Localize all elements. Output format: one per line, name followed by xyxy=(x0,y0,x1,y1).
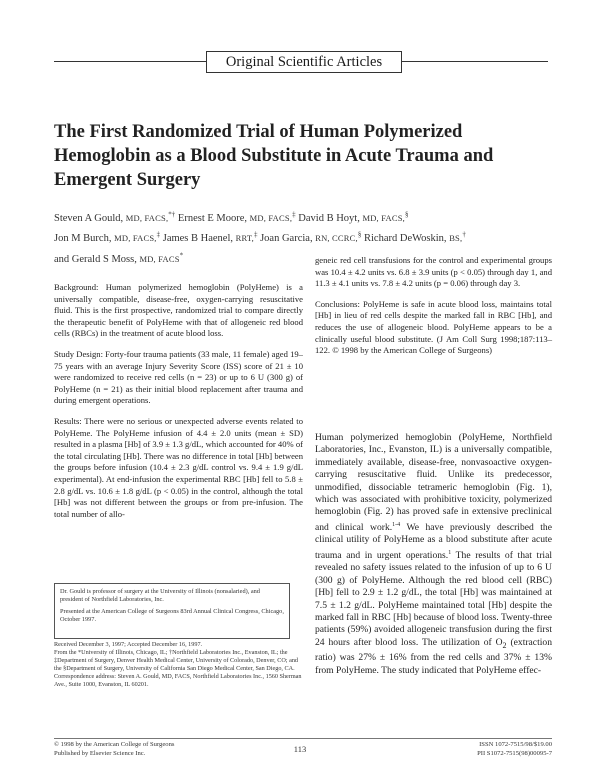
section-header xyxy=(0,51,600,73)
author-item: James B Haenel, RRT,‡ xyxy=(162,230,258,244)
abstract-study-design: Study Design: Forty-four trauma patients (33 male, 11 female) aged 19–75 years with an average Injury Severity Score (ISS) score of 21 ± 10 were randomized to receive red cells (n = 23) or up to 6 U (300 g) of PolyHeme (n = 21) as their initial blood replacement after trauma and during emergent operations. xyxy=(54,348,303,406)
author-item: David B Hoyt, MD, FACS,§ xyxy=(298,210,409,224)
footer-left xyxy=(54,741,174,758)
author-item: Richard DeWoskin, BS,† xyxy=(364,230,466,244)
article-title: The First Randomized Trial of Human Polymerized Hemoglobin as a Blood Substitute in Acute Trauma and Emergent Surgery xyxy=(54,122,494,190)
correspondence-address: Correspondence address: Steven A. Gould, MD, FACS, Northfield Laboratories Inc., 1560 Sherman Ave., Suite 1000, Evanston, IL 60201. xyxy=(54,673,302,689)
pii: PII S1072-7515(98)00095-7 xyxy=(477,749,552,757)
abstract-conclusions: Conclusions: PolyHeme is safe in acute blood loss, maintains total [Hb] in lieu of red cells despite the marked fall in RBC [Hb], and reduces the use of allogeneic blood. PolyHeme appears to be a clinically useful blood substitute. (J Am Coll Surg 1998;187:113–122. © 1998 by the American College of Surgeons) xyxy=(315,298,552,356)
presentation-note: Presented at the American College of Surgeons 83rd Annual Clinical Congress, Chicago, October 1997. xyxy=(60,607,284,624)
footer-rule xyxy=(54,738,552,739)
abstract-left-column xyxy=(54,282,303,529)
author-item: Ernest E Moore, MD, FACS,‡ xyxy=(177,210,296,224)
abstract-right-column xyxy=(315,255,552,366)
header-rule-left xyxy=(54,61,206,62)
received-date: Received December 3, 1997; Accepted December 16, 1997. xyxy=(54,641,203,648)
abstract-results-continued: geneic red cell transfusions for the control and experimental groups was 10.4 ± 4.2 units vs. 6.8 ± 3.9 units (p < 0.05) through day 1, and 11.3 ± 4.1 units vs. 7.8 ± 4.2 units (p = 0.06) through day 3. xyxy=(315,255,552,289)
author-item: Jon M Burch, MD, FACS,‡ xyxy=(54,230,161,244)
page-number: 113 xyxy=(293,744,307,754)
abstract-background: Background: Human polymerized hemoglobin (PolyHeme) is a universally compatible, disease-free, oxygen-carrying resuscitative fluid. This is the first prospective, randomized trial to compare directly the therapeutic benefit of PolyHeme with that of allogeneic red blood cells (RBCs) in the treatment of acute blood loss. xyxy=(54,282,303,339)
issn: ISSN 1072-7515/98/$19.00 xyxy=(479,741,552,748)
footer-right xyxy=(400,741,552,758)
publisher: Published by Elsevier Science Inc. xyxy=(54,749,146,757)
author-note-box xyxy=(54,583,290,639)
author-note: Dr. Gould is professor of surgery at the University of Illinois (nonsalaried), and president of Northfield Laboratories, Inc. xyxy=(60,588,260,604)
body-text xyxy=(315,432,552,677)
section-label: Original Scientific Articles xyxy=(206,51,402,73)
author-item: Steven A Gould, MD, FACS,*† xyxy=(54,210,176,224)
author-item: Joan Garcia, RN, CCRC,§ xyxy=(260,230,362,244)
article-front-matter xyxy=(54,641,303,690)
affiliations: From the *University of Illinois, Chicago, IL; †Northfield Laboratories Inc., Evanston, IL; the ‡Department of Surgery, Denver Health Medical Center, University of Colorado, Denver, CO; and the §Department of Surgery, University of California San Diego Medical Center, San Diego, CA. xyxy=(54,649,299,673)
author-item: and Gerald S Moss, MD, FACS* xyxy=(54,251,184,265)
copyright: © 1998 by the American College of Surgeons xyxy=(54,741,175,748)
abstract-results: Results: There were no serious or unexpected adverse events related to PolyHeme. The PolyHeme infusion of 4.4 ± 2.0 units (mean ± SD) resulted in a plasma [Hb] of 3.9 ± 1.3 g/dL, which accounted for 40% of the total circulating [Hb]. There was no difference in total [Hb] between the groups before infusion (10.4 ± 2.3 g/dL control vs. 9.4 ± 1.9 g/dL experimental). At end-infusion the experimental RBC [Hb] fell to 5.8 ± 2.8 g/dL vs. 10.6 ± 1.8 g/dL (p < 0.05) in the control, although the total [Hb] was not different between the groups or from pre-infusion. The total number of allo- xyxy=(54,415,303,519)
header-rule-right xyxy=(402,61,548,62)
body-paragraph: Human polymerized hemoglobin (PolyHeme, Northfield Laboratories, Inc., Evanston, IL) is a universally compatible, immediately available, disease-free, nonvasoactive oxygen-carrying resuscitative fluid. Unlike its predecessor, unmodified, dissociable tetrameric hemoglobin (Fig. 1), which was associated with prohibitive toxicity, polymerized hemoglobin (Fig. 2) has proved safe in extensive preclinical and clinical work.$^{1-4}$ We have previously described the clinical utility of PolyHeme as a blood substitute after acute trauma and in urgent operations.$^1$ The results of that trial revealed no safety issues related to the infusion of up to 6 U (300 g) of PolyHeme. Although the red blood cell (RBC) [Hb] fell to 2.9 ± 1.2 g/dL, the total [Hb] was maintained at 7.5 ± 1.2 g/dL. PolyHeme maintained total [Hb] despite the marked fall in RBC [Hb] because of blood loss. Twenty-three patients (59%) avoided allogeneic transfusion during the first 24 hours after blood loss. The utilization of $O_2$ (extraction ratio) was 27% ± 16% from the red cells and 37% ± 13% from PolyHeme. The study indicated that PolyHeme effec- xyxy=(315,432,553,676)
